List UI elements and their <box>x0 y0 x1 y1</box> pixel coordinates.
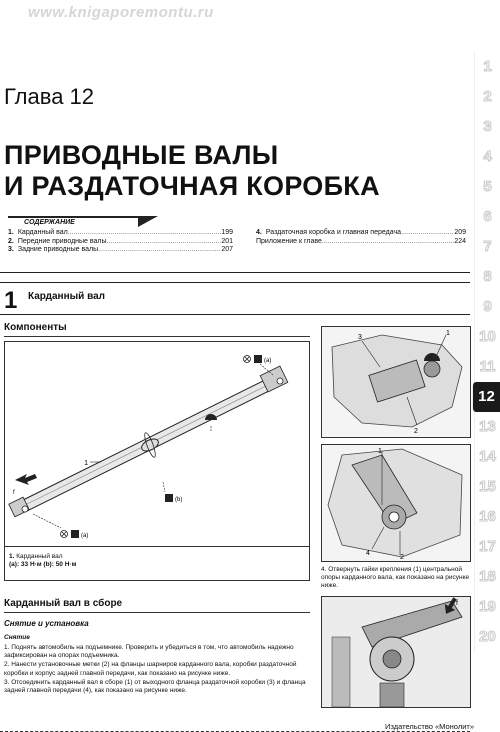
divider <box>0 282 470 283</box>
title-line-2: И РАЗДАТОЧНАЯ КОРОБКА <box>4 171 380 201</box>
svg-text:(a): (a) <box>264 358 272 364</box>
torque-mark-a-top <box>244 355 272 364</box>
title-line-1: ПРИВОДНЫЕ ВАЛЫ <box>4 140 279 170</box>
chapter-tab-18[interactable]: 18 <box>474 562 500 592</box>
chapter-tab-15[interactable]: 15 <box>474 472 500 502</box>
svg-text:2: 2 <box>400 554 404 561</box>
step-paragraph: 3. Отсоединить карданный вал в сборе (1) от выходного фланца раздаточной коробки (3) и фланца задней главной передачи (4), как показано на рисунке ниже. <box>4 678 306 695</box>
chapter-tab-11[interactable]: 11 <box>474 352 500 382</box>
toc-leader <box>401 229 454 238</box>
removal-heading: Снятие и установка <box>4 619 89 628</box>
front-arrow-icon <box>13 474 37 496</box>
publisher: Издательство «Монолит» <box>385 722 474 731</box>
toc-leader <box>322 238 454 247</box>
toc-page-number: 209 <box>454 229 466 236</box>
right-figure-3 <box>321 596 471 708</box>
section-number: 1 <box>4 287 18 314</box>
step-paragraph: 1. Поднять автомобиль на подъемнике. Проверить и убедиться в том, что автомобиль надежно зафиксирован на опорах подъемника. <box>4 644 294 660</box>
divider <box>0 272 470 273</box>
divider <box>4 336 310 337</box>
toc-leader <box>68 229 222 238</box>
right-figure-1 <box>321 326 471 438</box>
chapter-tab-2[interactable]: 2 <box>474 82 500 112</box>
toc-entry[interactable] <box>8 238 233 247</box>
torque-mark-b <box>163 482 182 503</box>
watermark: www.knigaporemontu.ru <box>28 4 214 21</box>
step-paragraph: 2. Нанести установочные метки (2) на фланцы шарниров карданного вала, коробки раздаточной коробки и корпус задней главной передачи, как показано на рисунке ниже. <box>4 661 297 677</box>
chapter-tab-12[interactable]: 12 <box>472 382 500 412</box>
divider <box>0 314 470 315</box>
removal-subheading: Снятие <box>4 634 30 641</box>
right-caption: 4. Отвернуть гайки крепления (1) центральной опоры карданного вала, как показано на рисунке ниже. <box>321 566 470 589</box>
svg-text:3: 3 <box>358 334 362 341</box>
svg-text:(a): (a) <box>81 533 89 539</box>
components-heading: Компоненты <box>4 322 67 333</box>
toc-entry-text: Приложение к главе <box>256 237 322 245</box>
chapter-tab-5[interactable]: 5 <box>474 172 500 202</box>
toc-entry-text: Раздаточная коробка и главная передача <box>265 229 401 236</box>
caption-num: 1. <box>9 553 15 560</box>
divider <box>4 612 310 613</box>
chapter-tab-16[interactable]: 16 <box>474 502 500 532</box>
chapter-tab-9[interactable]: 9 <box>474 292 500 322</box>
toc-entry[interactable] <box>256 229 466 238</box>
toc-entry-text: Карданный вал <box>17 229 68 236</box>
torque-mark-a-bottom <box>33 514 88 539</box>
toc-entry[interactable] <box>256 238 466 247</box>
svg-text:1: 1 <box>446 330 450 337</box>
toc-entry-number: 4. <box>256 229 262 236</box>
toc-entry-label <box>8 238 107 247</box>
svg-text:2: 2 <box>414 428 418 435</box>
toc-entry[interactable] <box>8 229 233 238</box>
toc-right <box>256 229 466 246</box>
chapter-tab-1[interactable]: 1 <box>474 52 500 82</box>
chapter-tabs <box>474 52 500 652</box>
toc-entry-label <box>256 229 401 238</box>
toc-heading: СОДЕРЖАНИЕ <box>8 216 138 227</box>
assembly-heading: Карданный вал в сборе <box>4 598 123 609</box>
right-figure-2 <box>321 444 471 562</box>
chapter-tab-19[interactable]: 19 <box>474 592 500 622</box>
chapter-tab-20[interactable]: 20 <box>474 622 500 652</box>
toc-entry-label <box>256 238 322 247</box>
toc-leader <box>107 238 222 247</box>
page-title <box>4 140 380 202</box>
steps <box>4 644 310 696</box>
svg-text:f: f <box>13 490 15 496</box>
label-1: 1 <box>84 460 88 467</box>
chapter-tab-3[interactable]: 3 <box>474 112 500 142</box>
toc-page-number: 201 <box>221 237 233 245</box>
toc-entry-number: 1. <box>8 229 14 236</box>
toc-entry-text: Передние приводные валы <box>17 237 107 245</box>
toc-entry-number: 2. <box>8 237 14 245</box>
driveshaft-illustration <box>9 366 288 517</box>
chapter-tab-8[interactable]: 8 <box>474 262 500 292</box>
svg-text:f: f <box>456 600 458 607</box>
chapter-tab-13[interactable]: 13 <box>474 412 500 442</box>
toc-page-number: 199 <box>221 229 233 236</box>
chapter-tab-17[interactable]: 17 <box>474 532 500 562</box>
driveshaft-figure <box>4 341 310 547</box>
toc-entry-label <box>8 246 98 255</box>
chapter-label: Глава 12 <box>4 84 95 109</box>
chapter-tab-14[interactable]: 14 <box>474 442 500 472</box>
caption-torque: (a): 33 Н·м (b): 50 Н·м <box>9 561 77 568</box>
toc-entry-label <box>8 229 68 238</box>
section-title: Карданный вал <box>28 291 106 302</box>
toc-entry[interactable] <box>8 246 233 255</box>
svg-text:1: 1 <box>378 448 382 455</box>
grease-symbol-icon <box>205 414 217 432</box>
svg-text:4: 4 <box>366 550 370 557</box>
toc-page-number: 224 <box>454 237 466 245</box>
caption-text: Карданный вал <box>14 553 63 560</box>
toc-entry-text: Задние приводные валы <box>17 246 99 254</box>
toc-page-number: 207 <box>221 246 233 254</box>
chapter-tab-6[interactable]: 6 <box>474 202 500 232</box>
chapter-tab-4[interactable]: 4 <box>474 142 500 172</box>
figure-caption <box>4 547 310 581</box>
chapter-tab-10[interactable]: 10 <box>474 322 500 352</box>
chapter-tab-7[interactable]: 7 <box>474 232 500 262</box>
toc-leader <box>98 246 221 255</box>
svg-text:(b): (b) <box>175 497 183 503</box>
toc-left <box>8 229 233 255</box>
toc-entry-number: 3. <box>8 246 14 254</box>
